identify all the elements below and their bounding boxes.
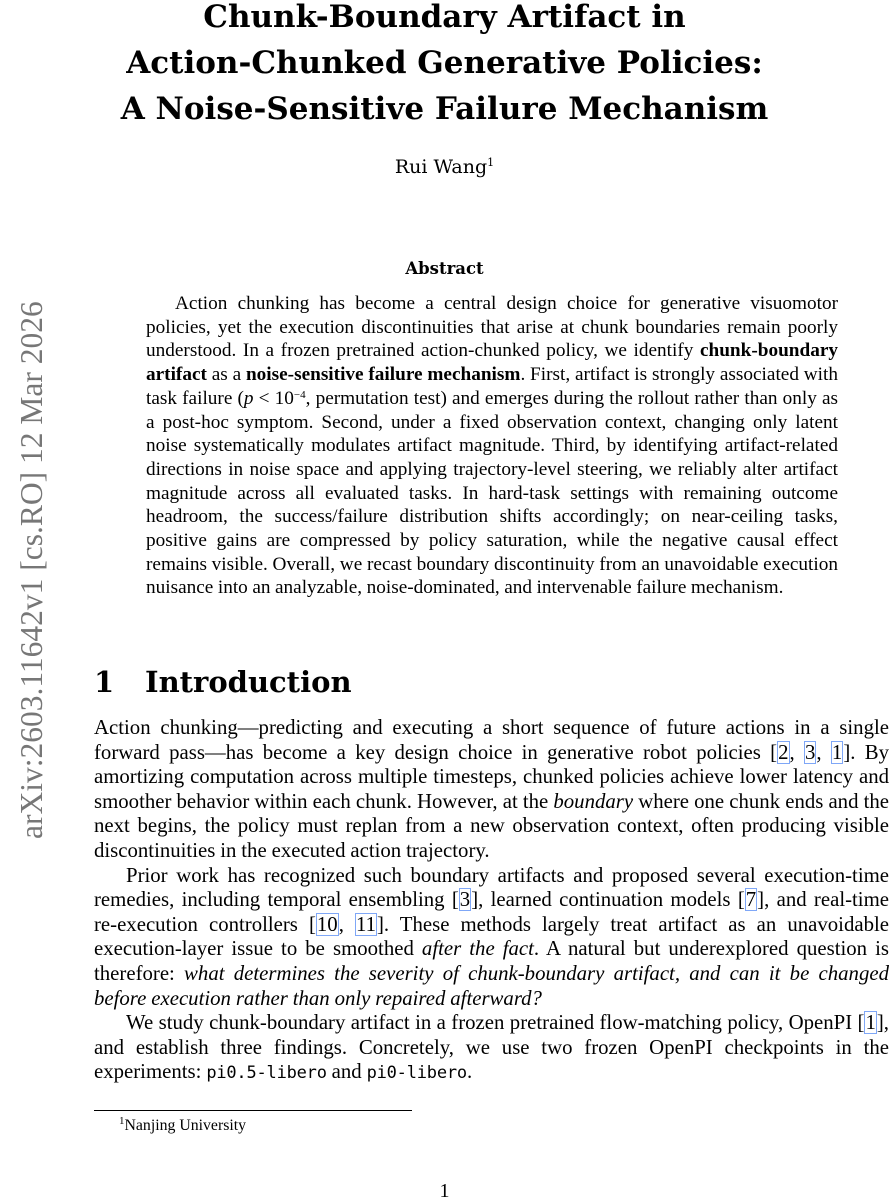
paragraph [94, 716, 889, 864]
text-span: and [326, 1060, 367, 1084]
abstract-span: as a [206, 364, 246, 386]
code-checkpoint-name: pi0-libero [366, 1063, 467, 1084]
introduction-body [94, 716, 889, 1086]
code-checkpoint-name: pi0.5-libero [206, 1063, 327, 1084]
citation-link[interactable]: 1 [831, 740, 843, 764]
text-span: . A natural but underexplored question is therefore: [94, 937, 889, 985]
title-line: Action-Chunked Generative Policies: [126, 45, 763, 81]
abstract-span: < 10 [253, 387, 294, 409]
abstract-span: . First, artifact is strongly associated with task failure ( [146, 364, 839, 409]
text-span: ]. By amortizing computation across multiple timesteps, chunked policies achieve lower latency and smoother behavior within each chunk. However, at the [94, 740, 889, 813]
footnote [119, 1115, 246, 1136]
p-value-symbol: p [243, 387, 254, 409]
section-number: 1 [94, 665, 115, 699]
citation-link[interactable]: 2 [778, 740, 789, 764]
citation-link[interactable]: 7 [745, 888, 757, 912]
abstract-emphasis: chunk-boundary artifact [146, 340, 838, 386]
citation-link[interactable]: 10 [316, 912, 338, 936]
section-title: Introduction [145, 665, 352, 699]
affiliation-mark: 1 [487, 156, 495, 169]
citation-link[interactable]: 3 [459, 888, 471, 912]
author-name: Rui Wang [394, 156, 488, 178]
abstract-emphasis: noise-sensitive failure mechanism [245, 364, 521, 386]
text-span: , [816, 740, 831, 764]
paragraph [94, 1011, 889, 1086]
abstract-span: Action chunking has become a central design choice for generative visuomotor policies, yet the execution discontinuities that arise at chunk boundaries remain poorly understood. In a frozen pretrained action-chunked policy, we identify [146, 293, 838, 362]
paragraph [94, 864, 889, 1012]
text-span: , [338, 912, 355, 936]
abstract-span: , permutation test) and emerges during the rollout rather than only as a post-hoc symptom. Second, under a fixed observation context, changing only latent noise systematically modulates artifact magnitude. Third, by identifying artifact-related directions in noise space and applying trajectory-level steering, we reliably alter artifact magnitude across all evaluated tasks. In hard-task settings with remaining outcome headroom, the success/failure distribution shifts accordingly; on near-ceiling tasks, positive gains are compressed by policy saturation, while the negative causal effect remains visible. Overall, we recast boundary discontinuity from an unavoidable execution nuisance into an analyzable, noise-dominated, and intervenable failure mechanism. [146, 387, 839, 599]
text-span: ]. These methods largely treat artifact as an unavoidable execution-layer issue to be smoothed [94, 912, 889, 961]
citation-link[interactable]: 11 [355, 912, 376, 936]
text-span: ], learned continuation models [ [471, 888, 745, 912]
title-line: Chunk-Boundary Artifact in [203, 0, 686, 35]
footnote-text: Nanjing University [124, 1117, 247, 1134]
paper-title [94, 0, 795, 132]
citation-link[interactable]: 3 [805, 740, 816, 764]
text-span: Action chunking—predicting and executing a short sequence of future actions in a single forward pass—has become a key design choice in generative robot policies [ [94, 716, 889, 764]
emphasis: what determines the severity of chunk-boundary artifact, and can it be changed before execution rather than only repaired afterward? [94, 961, 889, 1010]
text-span: Prior work has recognized such boundary artifacts and proposed several execution-time remedies, including temporal ensembling [ [94, 863, 889, 912]
title-line: A Noise-Sensitive Failure Mechanism [120, 91, 769, 127]
abstract-text [146, 292, 838, 600]
arxiv-identifier-stamp[interactable]: arXiv:2603.11642v1 [cs.RO] 12 Mar 2026 [14, 301, 49, 839]
author-line [0, 154, 889, 180]
section-heading-introduction [94, 662, 352, 702]
abstract-heading: Abstract [405, 259, 484, 278]
text-span: . [466, 1060, 473, 1084]
citation-link[interactable]: 1 [865, 1011, 876, 1035]
text-span: , [789, 740, 805, 764]
emphasis: boundary [553, 789, 634, 813]
text-span: where one chunk ends and the next begins, the policy must replan from a new observation context, often producing visible discontinuities in the executed action trajectory. [94, 789, 889, 862]
text-span: ], and real-time re-execution controllers [ [94, 888, 889, 936]
text-span: ], and establish three findings. Concretely, we use two frozen OpenPI checkpoints in the experiments: [94, 1011, 889, 1084]
text-span: We study chunk-boundary artifact in a frozen pretrained flow-matching policy, OpenPI [ [126, 1011, 865, 1035]
page-number: 1 [439, 1180, 450, 1200]
footnote-divider [94, 1110, 412, 1111]
emphasis: after the fact [421, 937, 534, 961]
exponent: −4 [293, 388, 306, 401]
footnote-mark: 1 [119, 1115, 125, 1127]
